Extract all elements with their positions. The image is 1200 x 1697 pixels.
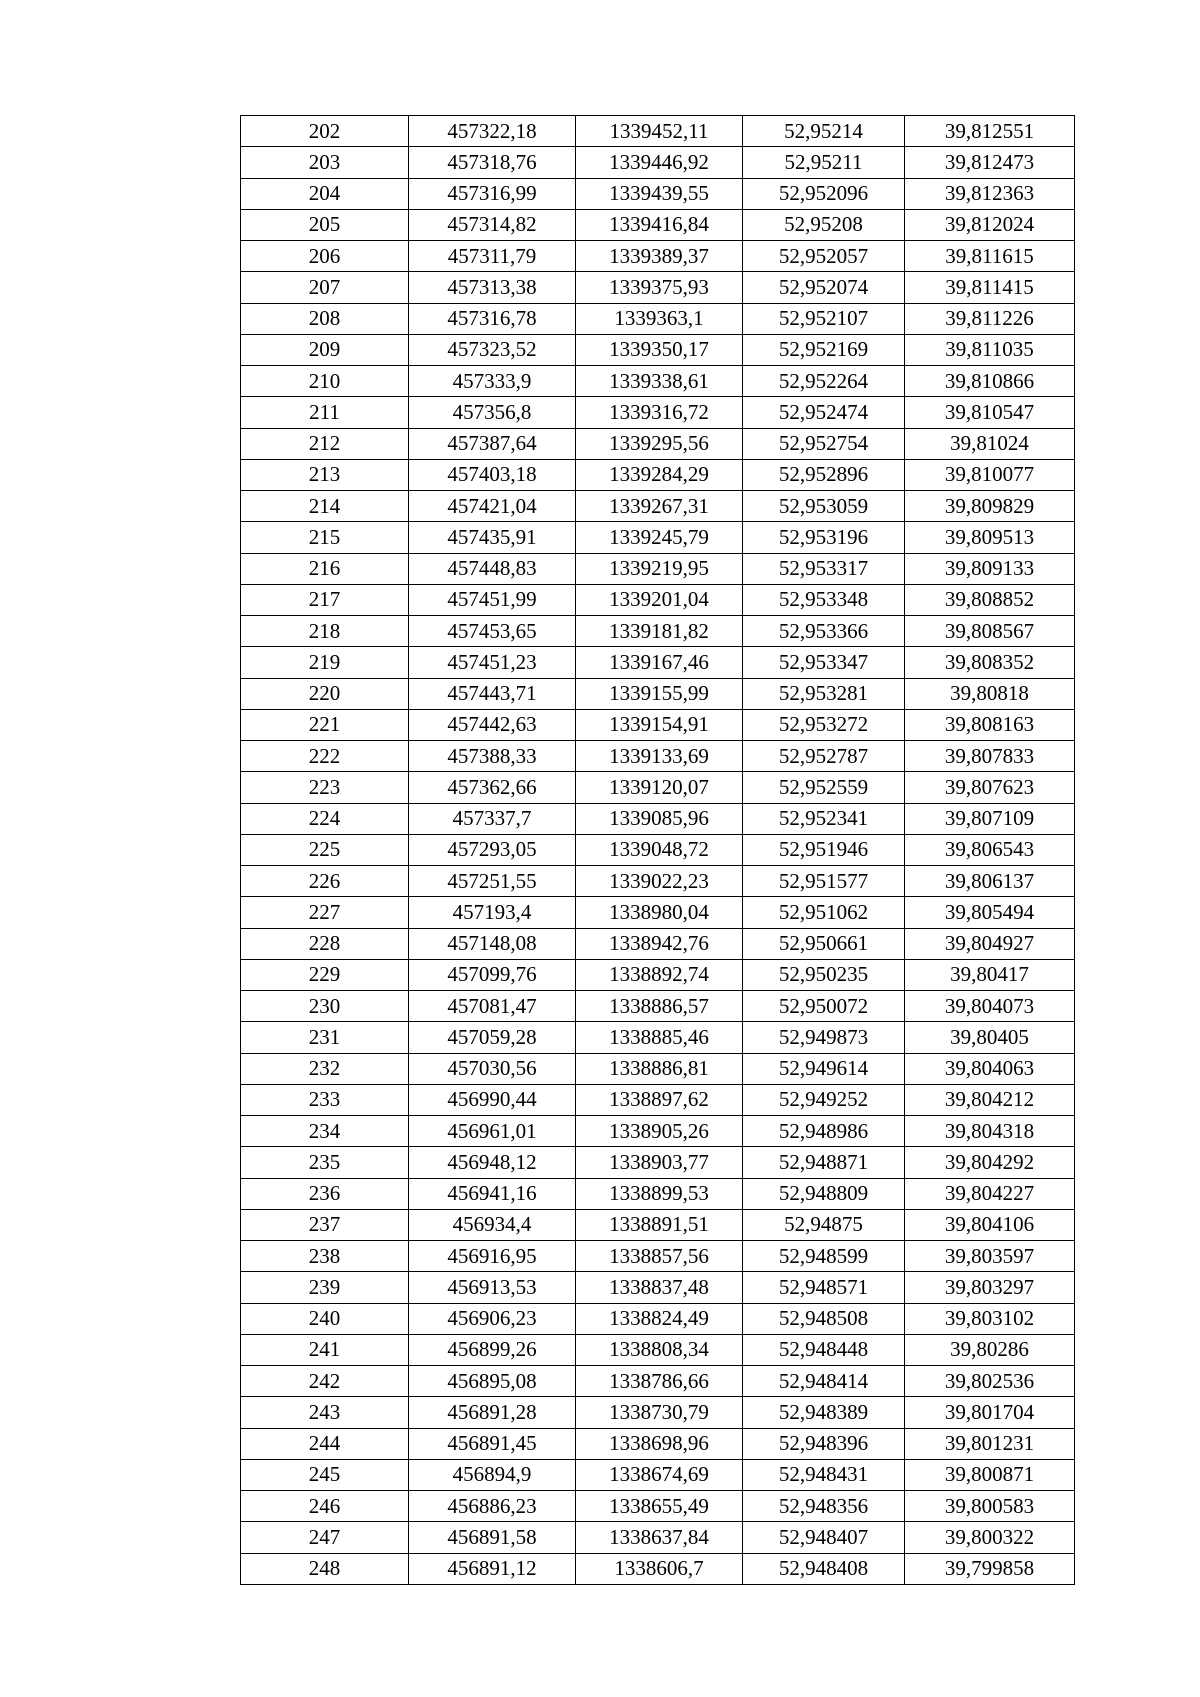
point-number-cell: 208	[241, 303, 409, 334]
y-coordinate-cell: 1339389,37	[576, 241, 743, 272]
x-coordinate-cell: 457421,04	[409, 491, 576, 522]
table-row	[241, 334, 1075, 365]
latitude-cell: 52,948508	[743, 1303, 905, 1334]
longitude-cell: 39,804073	[905, 991, 1075, 1022]
point-number-cell: 224	[241, 803, 409, 834]
longitude-cell: 39,808352	[905, 647, 1075, 678]
x-coordinate-cell: 456916,95	[409, 1241, 576, 1272]
point-number-cell: 239	[241, 1272, 409, 1303]
latitude-cell: 52,952787	[743, 741, 905, 772]
x-coordinate-cell: 456894,9	[409, 1459, 576, 1490]
point-number-cell: 226	[241, 866, 409, 897]
table-row	[241, 959, 1075, 990]
latitude-cell: 52,951577	[743, 866, 905, 897]
longitude-cell: 39,803597	[905, 1241, 1075, 1272]
longitude-cell: 39,808163	[905, 709, 1075, 740]
latitude-cell: 52,952074	[743, 272, 905, 303]
x-coordinate-cell: 456913,53	[409, 1272, 576, 1303]
x-coordinate-cell: 456895,08	[409, 1366, 576, 1397]
x-coordinate-cell: 457311,79	[409, 241, 576, 272]
y-coordinate-cell: 1339446,92	[576, 147, 743, 178]
y-coordinate-cell: 1339338,61	[576, 366, 743, 397]
y-coordinate-cell: 1339133,69	[576, 741, 743, 772]
x-coordinate-cell: 457148,08	[409, 928, 576, 959]
point-number-cell: 203	[241, 147, 409, 178]
table-row	[241, 147, 1075, 178]
table-row	[241, 709, 1075, 740]
table-row	[241, 1209, 1075, 1240]
longitude-cell: 39,804063	[905, 1053, 1075, 1084]
longitude-cell: 39,802536	[905, 1366, 1075, 1397]
latitude-cell: 52,948571	[743, 1272, 905, 1303]
longitude-cell: 39,810077	[905, 459, 1075, 490]
latitude-cell: 52,950072	[743, 991, 905, 1022]
latitude-cell: 52,952474	[743, 397, 905, 428]
latitude-cell: 52,949252	[743, 1084, 905, 1115]
x-coordinate-cell: 456891,12	[409, 1553, 576, 1584]
latitude-cell: 52,948407	[743, 1522, 905, 1553]
table-row	[241, 1522, 1075, 1553]
x-coordinate-cell: 456891,28	[409, 1397, 576, 1428]
table-row	[241, 647, 1075, 678]
point-number-cell: 240	[241, 1303, 409, 1334]
table-row	[241, 897, 1075, 928]
table-row	[241, 522, 1075, 553]
longitude-cell: 39,804318	[905, 1116, 1075, 1147]
y-coordinate-cell: 1338824,49	[576, 1303, 743, 1334]
latitude-cell: 52,950235	[743, 959, 905, 990]
y-coordinate-cell: 1339416,84	[576, 209, 743, 240]
longitude-cell: 39,80405	[905, 1022, 1075, 1053]
longitude-cell: 39,812473	[905, 147, 1075, 178]
point-number-cell: 228	[241, 928, 409, 959]
latitude-cell: 52,952559	[743, 772, 905, 803]
x-coordinate-cell: 456899,26	[409, 1334, 576, 1365]
latitude-cell: 52,95208	[743, 209, 905, 240]
y-coordinate-cell: 1339201,04	[576, 584, 743, 615]
latitude-cell: 52,948871	[743, 1147, 905, 1178]
longitude-cell: 39,804106	[905, 1209, 1075, 1240]
y-coordinate-cell: 1338891,51	[576, 1209, 743, 1240]
table-row	[241, 803, 1075, 834]
x-coordinate-cell: 457453,65	[409, 616, 576, 647]
latitude-cell: 52,95211	[743, 147, 905, 178]
longitude-cell: 39,811415	[905, 272, 1075, 303]
y-coordinate-cell: 1339155,99	[576, 678, 743, 709]
x-coordinate-cell: 457403,18	[409, 459, 576, 490]
point-number-cell: 244	[241, 1428, 409, 1459]
y-coordinate-cell: 1339267,31	[576, 491, 743, 522]
y-coordinate-cell: 1338730,79	[576, 1397, 743, 1428]
point-number-cell: 212	[241, 428, 409, 459]
point-number-cell: 210	[241, 366, 409, 397]
latitude-cell: 52,948356	[743, 1491, 905, 1522]
x-coordinate-cell: 456961,01	[409, 1116, 576, 1147]
table-row	[241, 678, 1075, 709]
point-number-cell: 232	[241, 1053, 409, 1084]
table-row	[241, 1022, 1075, 1053]
point-number-cell: 213	[241, 459, 409, 490]
point-number-cell: 221	[241, 709, 409, 740]
x-coordinate-cell: 456948,12	[409, 1147, 576, 1178]
point-number-cell: 202	[241, 116, 409, 147]
y-coordinate-cell: 1338857,56	[576, 1241, 743, 1272]
latitude-cell: 52,953366	[743, 616, 905, 647]
point-number-cell: 234	[241, 1116, 409, 1147]
point-number-cell: 229	[241, 959, 409, 990]
longitude-cell: 39,809829	[905, 491, 1075, 522]
y-coordinate-cell: 1338899,53	[576, 1178, 743, 1209]
point-number-cell: 219	[241, 647, 409, 678]
point-number-cell: 216	[241, 553, 409, 584]
longitude-cell: 39,80417	[905, 959, 1075, 990]
longitude-cell: 39,810547	[905, 397, 1075, 428]
latitude-cell: 52,950661	[743, 928, 905, 959]
latitude-cell: 52,948986	[743, 1116, 905, 1147]
latitude-cell: 52,953196	[743, 522, 905, 553]
longitude-cell: 39,808567	[905, 616, 1075, 647]
longitude-cell: 39,812551	[905, 116, 1075, 147]
point-number-cell: 218	[241, 616, 409, 647]
x-coordinate-cell: 457333,9	[409, 366, 576, 397]
table-row	[241, 1084, 1075, 1115]
longitude-cell: 39,803297	[905, 1272, 1075, 1303]
longitude-cell: 39,807833	[905, 741, 1075, 772]
latitude-cell: 52,949614	[743, 1053, 905, 1084]
table-row	[241, 1491, 1075, 1522]
x-coordinate-cell: 457322,18	[409, 116, 576, 147]
longitude-cell: 39,804927	[905, 928, 1075, 959]
y-coordinate-cell: 1339167,46	[576, 647, 743, 678]
y-coordinate-cell: 1339120,07	[576, 772, 743, 803]
longitude-cell: 39,812024	[905, 209, 1075, 240]
x-coordinate-cell: 457059,28	[409, 1022, 576, 1053]
point-number-cell: 215	[241, 522, 409, 553]
latitude-cell: 52,952057	[743, 241, 905, 272]
y-coordinate-cell: 1339439,55	[576, 178, 743, 209]
longitude-cell: 39,806137	[905, 866, 1075, 897]
longitude-cell: 39,812363	[905, 178, 1075, 209]
point-number-cell: 211	[241, 397, 409, 428]
table-row	[241, 928, 1075, 959]
y-coordinate-cell: 1339452,11	[576, 116, 743, 147]
point-number-cell: 236	[241, 1178, 409, 1209]
y-coordinate-cell: 1338980,04	[576, 897, 743, 928]
y-coordinate-cell: 1339350,17	[576, 334, 743, 365]
point-number-cell: 205	[241, 209, 409, 240]
y-coordinate-cell: 1338674,69	[576, 1459, 743, 1490]
longitude-cell: 39,800583	[905, 1491, 1075, 1522]
table-row	[241, 834, 1075, 865]
longitude-cell: 39,800871	[905, 1459, 1075, 1490]
coordinates-table	[240, 115, 1075, 1585]
y-coordinate-cell: 1338606,7	[576, 1553, 743, 1584]
latitude-cell: 52,948408	[743, 1553, 905, 1584]
latitude-cell: 52,953347	[743, 647, 905, 678]
point-number-cell: 225	[241, 834, 409, 865]
longitude-cell: 39,804227	[905, 1178, 1075, 1209]
table-row	[241, 866, 1075, 897]
y-coordinate-cell: 1339085,96	[576, 803, 743, 834]
x-coordinate-cell: 456891,45	[409, 1428, 576, 1459]
x-coordinate-cell: 457387,64	[409, 428, 576, 459]
longitude-cell: 39,801704	[905, 1397, 1075, 1428]
y-coordinate-cell: 1338897,62	[576, 1084, 743, 1115]
longitude-cell: 39,811226	[905, 303, 1075, 334]
latitude-cell: 52,951946	[743, 834, 905, 865]
point-number-cell: 227	[241, 897, 409, 928]
table-row	[241, 209, 1075, 240]
x-coordinate-cell: 457314,82	[409, 209, 576, 240]
y-coordinate-cell: 1338837,48	[576, 1272, 743, 1303]
table-row	[241, 991, 1075, 1022]
point-number-cell: 230	[241, 991, 409, 1022]
point-number-cell: 223	[241, 772, 409, 803]
table-row	[241, 178, 1075, 209]
longitude-cell: 39,811035	[905, 334, 1075, 365]
latitude-cell: 52,948396	[743, 1428, 905, 1459]
y-coordinate-cell: 1338655,49	[576, 1491, 743, 1522]
point-number-cell: 235	[241, 1147, 409, 1178]
point-number-cell: 207	[241, 272, 409, 303]
table-row	[241, 1553, 1075, 1584]
table-row	[241, 1116, 1075, 1147]
table-row	[241, 772, 1075, 803]
table-row	[241, 116, 1075, 147]
y-coordinate-cell: 1339022,23	[576, 866, 743, 897]
point-number-cell: 245	[241, 1459, 409, 1490]
x-coordinate-cell: 457362,66	[409, 772, 576, 803]
point-number-cell: 241	[241, 1334, 409, 1365]
x-coordinate-cell: 457193,4	[409, 897, 576, 928]
point-number-cell: 248	[241, 1553, 409, 1584]
table-row	[241, 616, 1075, 647]
longitude-cell: 39,809513	[905, 522, 1075, 553]
point-number-cell: 204	[241, 178, 409, 209]
longitude-cell: 39,804292	[905, 1147, 1075, 1178]
y-coordinate-cell: 1339219,95	[576, 553, 743, 584]
x-coordinate-cell: 457443,71	[409, 678, 576, 709]
table-row	[241, 1397, 1075, 1428]
y-coordinate-cell: 1338698,96	[576, 1428, 743, 1459]
table-row	[241, 1428, 1075, 1459]
longitude-cell: 39,810866	[905, 366, 1075, 397]
point-number-cell: 246	[241, 1491, 409, 1522]
y-coordinate-cell: 1339316,72	[576, 397, 743, 428]
x-coordinate-cell: 457337,7	[409, 803, 576, 834]
latitude-cell: 52,952107	[743, 303, 905, 334]
latitude-cell: 52,952096	[743, 178, 905, 209]
y-coordinate-cell: 1339295,56	[576, 428, 743, 459]
table-row	[241, 459, 1075, 490]
point-number-cell: 206	[241, 241, 409, 272]
x-coordinate-cell: 456941,16	[409, 1178, 576, 1209]
longitude-cell: 39,803102	[905, 1303, 1075, 1334]
point-number-cell: 209	[241, 334, 409, 365]
x-coordinate-cell: 457316,78	[409, 303, 576, 334]
y-coordinate-cell: 1339375,93	[576, 272, 743, 303]
table-row	[241, 741, 1075, 772]
table-row	[241, 1459, 1075, 1490]
table-row	[241, 1241, 1075, 1272]
x-coordinate-cell: 457451,23	[409, 647, 576, 678]
point-number-cell: 214	[241, 491, 409, 522]
x-coordinate-cell: 456891,58	[409, 1522, 576, 1553]
x-coordinate-cell: 457313,38	[409, 272, 576, 303]
x-coordinate-cell: 456886,23	[409, 1491, 576, 1522]
latitude-cell: 52,952896	[743, 459, 905, 490]
table-row	[241, 1303, 1075, 1334]
latitude-cell: 52,951062	[743, 897, 905, 928]
y-coordinate-cell: 1338892,74	[576, 959, 743, 990]
longitude-cell: 39,807109	[905, 803, 1075, 834]
latitude-cell: 52,953059	[743, 491, 905, 522]
table-row	[241, 272, 1075, 303]
longitude-cell: 39,81024	[905, 428, 1075, 459]
longitude-cell: 39,804212	[905, 1084, 1075, 1115]
y-coordinate-cell: 1339154,91	[576, 709, 743, 740]
x-coordinate-cell: 457435,91	[409, 522, 576, 553]
latitude-cell: 52,953272	[743, 709, 905, 740]
latitude-cell: 52,948414	[743, 1366, 905, 1397]
x-coordinate-cell: 457318,76	[409, 147, 576, 178]
y-coordinate-cell: 1339181,82	[576, 616, 743, 647]
point-number-cell: 247	[241, 1522, 409, 1553]
y-coordinate-cell: 1338886,81	[576, 1053, 743, 1084]
point-number-cell: 238	[241, 1241, 409, 1272]
x-coordinate-cell: 457030,56	[409, 1053, 576, 1084]
y-coordinate-cell: 1339284,29	[576, 459, 743, 490]
table-row	[241, 1272, 1075, 1303]
latitude-cell: 52,948389	[743, 1397, 905, 1428]
latitude-cell: 52,952264	[743, 366, 905, 397]
y-coordinate-cell: 1338808,34	[576, 1334, 743, 1365]
y-coordinate-cell: 1339048,72	[576, 834, 743, 865]
x-coordinate-cell: 456934,4	[409, 1209, 576, 1240]
table-row	[241, 366, 1075, 397]
table-row	[241, 584, 1075, 615]
x-coordinate-cell: 457356,8	[409, 397, 576, 428]
longitude-cell: 39,807623	[905, 772, 1075, 803]
table-row	[241, 1334, 1075, 1365]
table-row	[241, 1147, 1075, 1178]
x-coordinate-cell: 457099,76	[409, 959, 576, 990]
latitude-cell: 52,949873	[743, 1022, 905, 1053]
longitude-cell: 39,805494	[905, 897, 1075, 928]
x-coordinate-cell: 457448,83	[409, 553, 576, 584]
longitude-cell: 39,808852	[905, 584, 1075, 615]
x-coordinate-cell: 457323,52	[409, 334, 576, 365]
y-coordinate-cell: 1338886,57	[576, 991, 743, 1022]
longitude-cell: 39,809133	[905, 553, 1075, 584]
latitude-cell: 52,952341	[743, 803, 905, 834]
latitude-cell: 52,953348	[743, 584, 905, 615]
table-row	[241, 1053, 1075, 1084]
point-number-cell: 243	[241, 1397, 409, 1428]
table-row	[241, 397, 1075, 428]
y-coordinate-cell: 1338942,76	[576, 928, 743, 959]
latitude-cell: 52,953281	[743, 678, 905, 709]
x-coordinate-cell: 456990,44	[409, 1084, 576, 1115]
y-coordinate-cell: 1338786,66	[576, 1366, 743, 1397]
x-coordinate-cell: 456906,23	[409, 1303, 576, 1334]
point-number-cell: 233	[241, 1084, 409, 1115]
longitude-cell: 39,800322	[905, 1522, 1075, 1553]
x-coordinate-cell: 457293,05	[409, 834, 576, 865]
latitude-cell: 52,952754	[743, 428, 905, 459]
point-number-cell: 220	[241, 678, 409, 709]
point-number-cell: 217	[241, 584, 409, 615]
x-coordinate-cell: 457442,63	[409, 709, 576, 740]
point-number-cell: 242	[241, 1366, 409, 1397]
table-row	[241, 553, 1075, 584]
point-number-cell: 222	[241, 741, 409, 772]
table-row	[241, 303, 1075, 334]
longitude-cell: 39,80286	[905, 1334, 1075, 1365]
point-number-cell: 231	[241, 1022, 409, 1053]
longitude-cell: 39,801231	[905, 1428, 1075, 1459]
latitude-cell: 52,95214	[743, 116, 905, 147]
latitude-cell: 52,948809	[743, 1178, 905, 1209]
x-coordinate-cell: 457451,99	[409, 584, 576, 615]
y-coordinate-cell: 1339363,1	[576, 303, 743, 334]
y-coordinate-cell: 1338905,26	[576, 1116, 743, 1147]
latitude-cell: 52,948431	[743, 1459, 905, 1490]
table-row	[241, 241, 1075, 272]
longitude-cell: 39,811615	[905, 241, 1075, 272]
x-coordinate-cell: 457388,33	[409, 741, 576, 772]
y-coordinate-cell: 1338885,46	[576, 1022, 743, 1053]
latitude-cell: 52,952169	[743, 334, 905, 365]
longitude-cell: 39,80818	[905, 678, 1075, 709]
longitude-cell: 39,806543	[905, 834, 1075, 865]
latitude-cell: 52,953317	[743, 553, 905, 584]
y-coordinate-cell: 1338903,77	[576, 1147, 743, 1178]
point-number-cell: 237	[241, 1209, 409, 1240]
x-coordinate-cell: 457081,47	[409, 991, 576, 1022]
x-coordinate-cell: 457251,55	[409, 866, 576, 897]
longitude-cell: 39,799858	[905, 1553, 1075, 1584]
table-row	[241, 491, 1075, 522]
table-row	[241, 1366, 1075, 1397]
table-row	[241, 1178, 1075, 1209]
x-coordinate-cell: 457316,99	[409, 178, 576, 209]
table-row	[241, 428, 1075, 459]
latitude-cell: 52,948599	[743, 1241, 905, 1272]
latitude-cell: 52,948448	[743, 1334, 905, 1365]
y-coordinate-cell: 1338637,84	[576, 1522, 743, 1553]
y-coordinate-cell: 1339245,79	[576, 522, 743, 553]
coordinates-table-body	[241, 116, 1075, 1585]
latitude-cell: 52,94875	[743, 1209, 905, 1240]
